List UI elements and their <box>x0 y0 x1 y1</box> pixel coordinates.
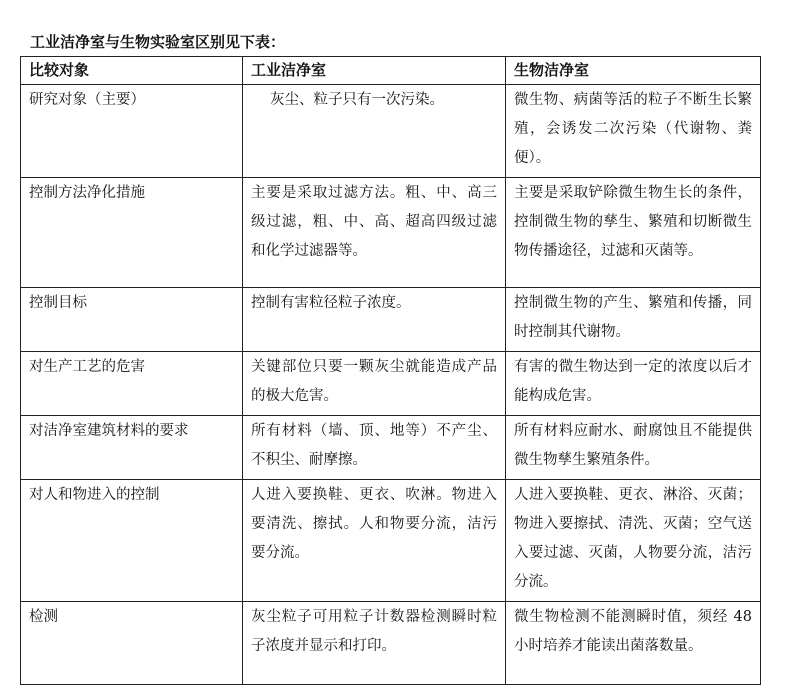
table-row <box>21 480 761 602</box>
page-title: 工业洁净室与生物实验室区别见下表： <box>30 33 286 51</box>
row-label: 控制方法净化措施 <box>21 178 243 288</box>
industrial-cell: 关键部位只要一颗灰尘就能造成产品的极大危害。 <box>243 352 506 416</box>
industrial-cell <box>243 85 506 178</box>
comparison-table <box>20 56 761 685</box>
biological-cell: 人进入要换鞋、更衣、淋浴、灭菌；物进入要擦拭、清洗、灭菌；空气送入要过滤、灭菌，人物要分流，洁污分流。 <box>506 480 761 602</box>
table-row <box>21 416 761 480</box>
industrial-cell: 主要是采取过滤方法。粗、中、高三级过滤，粗、中、高、超高四级过滤和化学过滤器等。 <box>243 178 506 288</box>
biological-cell: 控制微生物的产生、繁殖和传播，同时控制其代谢物。 <box>506 288 761 352</box>
industrial-cell-text: 灰尘、粒子只有一次污染。 <box>270 92 444 108</box>
column-header-industrial-cleanroom: 工业洁净室 <box>243 57 506 85</box>
industrial-cell: 灰尘粒子可用粒子计数器检测瞬时粒子浓度并显示和打印。 <box>243 602 506 685</box>
row-label: 控制目标 <box>21 288 243 352</box>
table-row <box>21 352 761 416</box>
row-label: 研究对象（主要） <box>21 85 243 178</box>
biological-cell: 微生物、病菌等活的粒子不断生长繁殖，会诱发二次污染（代谢物、粪便）。 <box>506 85 761 178</box>
biological-cell: 有害的微生物达到一定的浓度以后才能构成危害。 <box>506 352 761 416</box>
column-header-biological-cleanroom: 生物洁净室 <box>506 57 761 85</box>
row-label: 对人和物进入的控制 <box>21 480 243 602</box>
biological-cell: 所有材料应耐水、耐腐蚀且不能提供微生物孳生繁殖条件。 <box>506 416 761 480</box>
row-label: 检测 <box>21 602 243 685</box>
biological-cell: 主要是采取铲除微生物生长的条件，控制微生物的孳生、繁殖和切断微生物传播途径，过滤和灭菌等。 <box>506 178 761 288</box>
industrial-cell: 控制有害粒径粒子浓度。 <box>243 288 506 352</box>
row-label: 对生产工艺的危害 <box>21 352 243 416</box>
table-row <box>21 602 761 685</box>
biological-cell: 微生物检测不能测瞬时值，须经 48 小时培养才能读出菌落数量。 <box>506 602 761 685</box>
industrial-cell: 人进入要换鞋、更衣、吹淋。物进入要清洗、擦拭。人和物要分流，洁污要分流。 <box>243 480 506 602</box>
table-row <box>21 178 761 288</box>
table-row <box>21 288 761 352</box>
column-header-comparison-object: 比较对象 <box>21 57 243 85</box>
row-label: 对洁净室建筑材料的要求 <box>21 416 243 480</box>
industrial-cell: 所有材料（墙、顶、地等）不产尘、不积尘、耐摩擦。 <box>243 416 506 480</box>
table-row <box>21 85 761 178</box>
table-header-row <box>21 57 761 85</box>
